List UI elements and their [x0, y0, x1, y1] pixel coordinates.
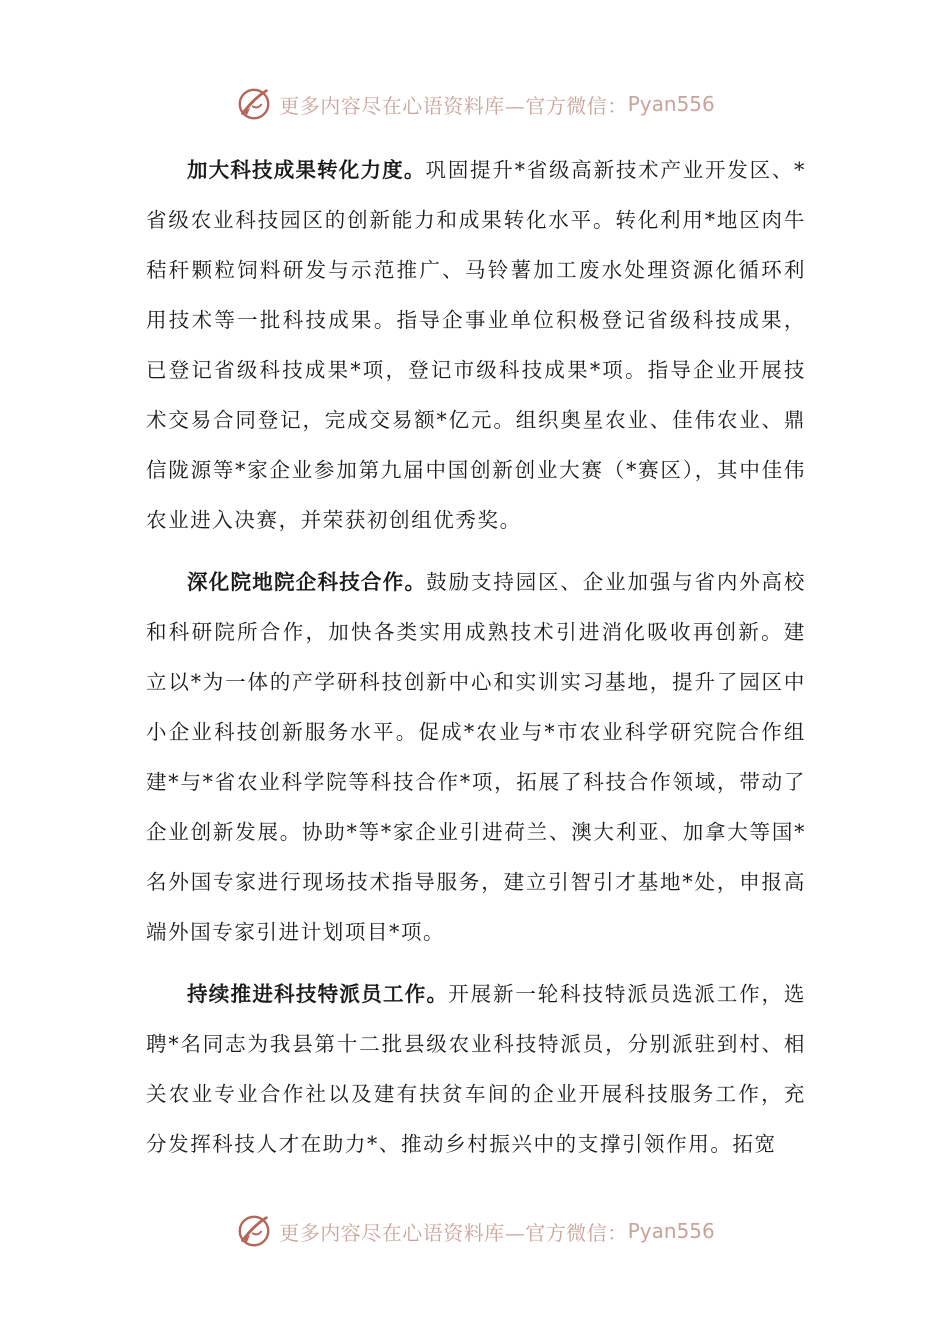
paragraph-lead: 加大科技成果转化力度。 [187, 158, 426, 182]
header-watermark [0, 84, 950, 124]
watermark-wechat-id: Pyan556 [627, 1219, 715, 1243]
pen-logo-icon [235, 1212, 273, 1250]
paragraph-lead: 深化院地院企科技合作。 [187, 570, 427, 594]
paragraph-tech-transfer [146, 145, 806, 545]
paragraph-text: 开展新一轮科技特派员选派工作，选聘*名同志为我县第十二批县级农业科技特派员，分别派驻到村、相关农业专业合作社以及建有扶贫车间的企业开展科技服务工作，充分发挥科技人才在助力*、推动乡村振兴中的支撑引领作用。拓宽 [146, 982, 807, 1156]
paragraph-text: 鼓励支持园区、企业加强与省内外高校和科研院所合作，加快各类实用成熟技术引进消化吸收再创新。建立以*为一体的产学研科技创新中心和实训实习基地，提升了园区中小企业科技创新服务水平。促成*农业与*市农业科学研究院合作组建*与*省农业科学院等科技合作*项，拓展了科技合作领域，带动了企业创新发展。协助*等*家企业引进荷兰、澳大利亚、加拿大等国*名外国专家进行现场技术指导服务，建立引智引才基地*处，申报高端外国专家引进计划项目*项。 [146, 570, 807, 944]
paragraph-text: 巩固提升*省级高新技术产业开发区、*省级农业科技园区的创新能力和成果转化水平。转化利用*地区肉牛秸秆颗粒饲料研发与示范推广、马铃薯加工废水处理资源化循环利用技术等一批科技成果。指导企事业单位积极登记省级科技成果，已登记省级科技成果*项，登记市级科技成果*项。指导企业开展技术交易合同登记，完成交易额*亿元。组织奥星农业、佳伟农业、鼎信陇源等*家企业参加第九届中国创新创业大赛（*赛区），其中佳伟农业进入决赛，并荣获初创组优秀奖。 [146, 158, 806, 532]
watermark-text: 更多内容尽在心语资料库—官方微信： [279, 93, 628, 118]
watermark-wechat-id: Pyan556 [627, 92, 715, 116]
paragraph-lead: 持续推进科技特派员工作。 [187, 982, 449, 1006]
paragraph-cooperation [146, 557, 806, 957]
paragraph-commissioners [146, 969, 806, 1169]
watermark-text: 更多内容尽在心语资料库—官方微信： [279, 1220, 628, 1245]
document-body [146, 145, 806, 1181]
pen-logo-icon [235, 85, 273, 123]
footer-watermark [0, 1211, 950, 1251]
